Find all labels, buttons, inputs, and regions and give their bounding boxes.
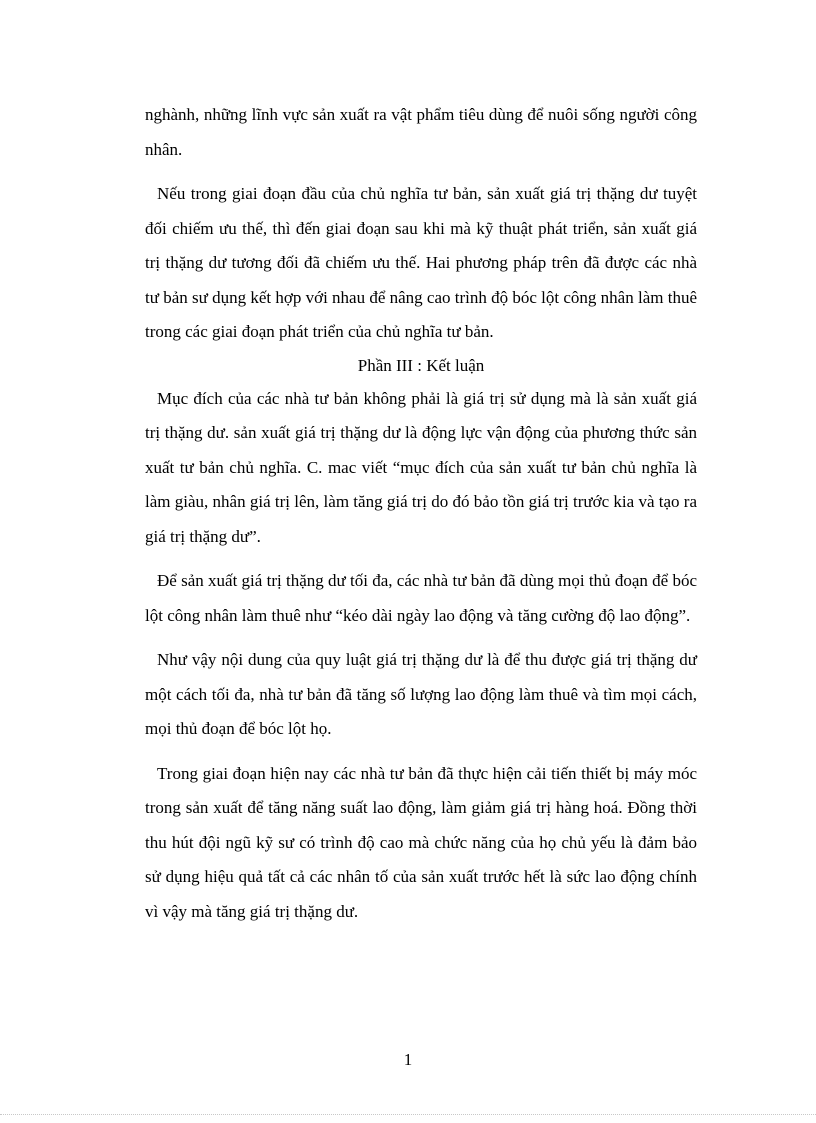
paragraph-continued: nghành, những lĩnh vực sản xuất ra vật phẩm tiêu dùng để nuôi sống người công nhân. [145,105,697,159]
paragraph-methods: Nếu trong giai đoạn đầu của chủ nghĩa tư bản, sản xuất giá trị thặng dư tuyệt đối chiếm ưu thế, thì đến giai đoạn sau khi mà kỹ thuật phát triển, sản xuất giá trị thặng dư tương đối đã chiếm ưu thế. Hai phương pháp trên đã được các nhà tư bản sư dụng kết hợp với nhau để nâng cao trình độ bóc lột công nhân làm thuê trong các giai đoạn phát triển của chủ nghĩa tư bản. [145,184,697,341]
paragraph-current-stage: Trong giai đoạn hiện nay các nhà tư bản đã thực hiện cải tiến thiết bị máy móc trong sản xuất để tăng năng suất lao động, làm giảm giá trị hàng hoá. Đồng thời thu hút đội ngũ kỹ sư có trình độ cao mà chức năng của họ chủ yếu là đảm bảo sử dụng hiệu quả tất cả các nhân tố của sản xuất trước hết là sức lao động chính vì vậy mà tăng giá trị thặng dư. [145,763,697,921]
section-heading: Phần III : Kết luận [357,355,485,375]
document-body [145,98,697,939]
page-bottom-divider [0,1114,816,1115]
paragraph-purpose: Mục đích của các nhà tư bản không phải là giá trị sử dụng mà là sản xuất giá trị thặng dư. sản xuất giá trị thặng dư là động lực vận động của phương thức sản xuất tư bản chủ nghĩa. C. mac viết “mục đích của sản xuất tư bản chủ nghĩa là làm giàu, nhân giá trị lên, làm tăng giá trị do đó bảo tồn giá trị trước kia và tạo ra giá trị thặng dư”. [145,388,697,546]
page-number: 1 [403,1050,413,1069]
paragraph-content-law: Như vậy nội dung của quy luật giá trị thặng dư là để thu được giá trị thặng dư một cách tối đa, nhà tư bản đã tăng số lượng lao động làm thuê và tìm mọi cách, mọi thủ đoạn để bóc lột họ. [145,650,697,738]
paragraph-maximize: Để sản xuất giá trị thặng dư tối đa, các nhà tư bản đã dùng mọi thủ đoạn để bóc lột công nhân làm thuê như “kéo dài ngày lao động và tăng cường độ lao động”. [145,571,697,625]
